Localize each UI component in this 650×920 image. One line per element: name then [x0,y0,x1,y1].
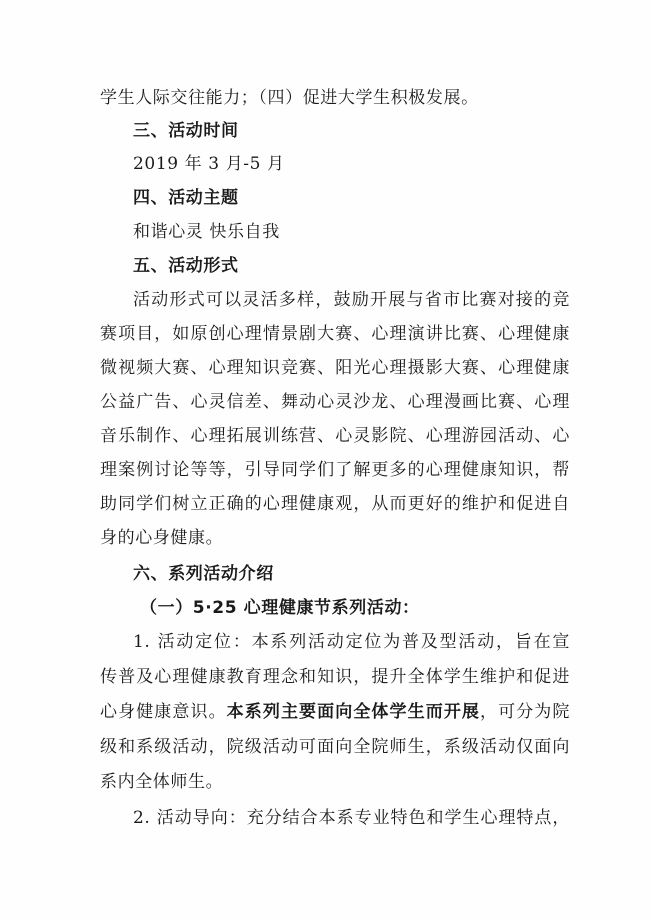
body-line: 身的心身健康。 [100,528,224,548]
body-line: 传普及心理健康教育理念和知识，提升全体学生维护和促进 [100,667,570,687]
body-line: 微视频大赛、心理知识竞赛、阳光心理摄影大赛、心理健康 [100,358,570,378]
section-heading-series: 六、系列活动介绍 [133,564,274,584]
body-line: 1. 活动定位：本系列活动定位为普及型活动，旨在宣 [133,632,570,652]
body-text: 心身健康意识。 [100,702,227,722]
body-line: 赛项目，如原创心理情景剧大赛、心理演讲比赛、心理健康 [100,324,570,344]
body-line: 公益广告、心灵信差、舞动心灵沙龙、心理漫画比赛、心理 [100,392,570,412]
section-heading-form: 五、活动形式 [133,256,239,276]
section-heading-time: 三、活动时间 [133,121,239,141]
body-line: 系内全体师生。 [100,772,224,792]
body-line: 理案例讨论等等，引导同学们了解更多的心理健康知识，帮 [100,460,570,480]
activity-theme: 和谐心灵 快乐自我 [133,222,280,242]
body-line: 学生人际交往能力；（四）促进大学生积极发展。 [100,88,479,108]
emphasized-text: 本系列主要面向全体学生而开展 [226,702,481,722]
body-text: ，可分为院 [480,702,570,722]
body-line: 活动形式可以灵活多样，鼓励开展与省市比赛对接的竞 [133,290,570,310]
subsection-heading: （一）5·25 心理健康节系列活动： [140,598,420,618]
body-line: 助同学们树立正确的心理健康观，从而更好的维护和促进自 [100,494,570,514]
body-line [100,700,570,724]
body-line: 音乐制作、心理拓展训练营、心灵影院、心理游园活动、心 [100,426,570,446]
activity-time: 2019 年 3 月-5 月 [133,154,285,174]
body-line: 级和系级活动，院级活动可面向全院师生，系级活动仅面向 [100,737,570,757]
section-heading-theme: 四、活动主题 [133,188,239,208]
body-line: 2. 活动导向：充分结合本系专业特色和学生心理特点， [133,808,570,828]
